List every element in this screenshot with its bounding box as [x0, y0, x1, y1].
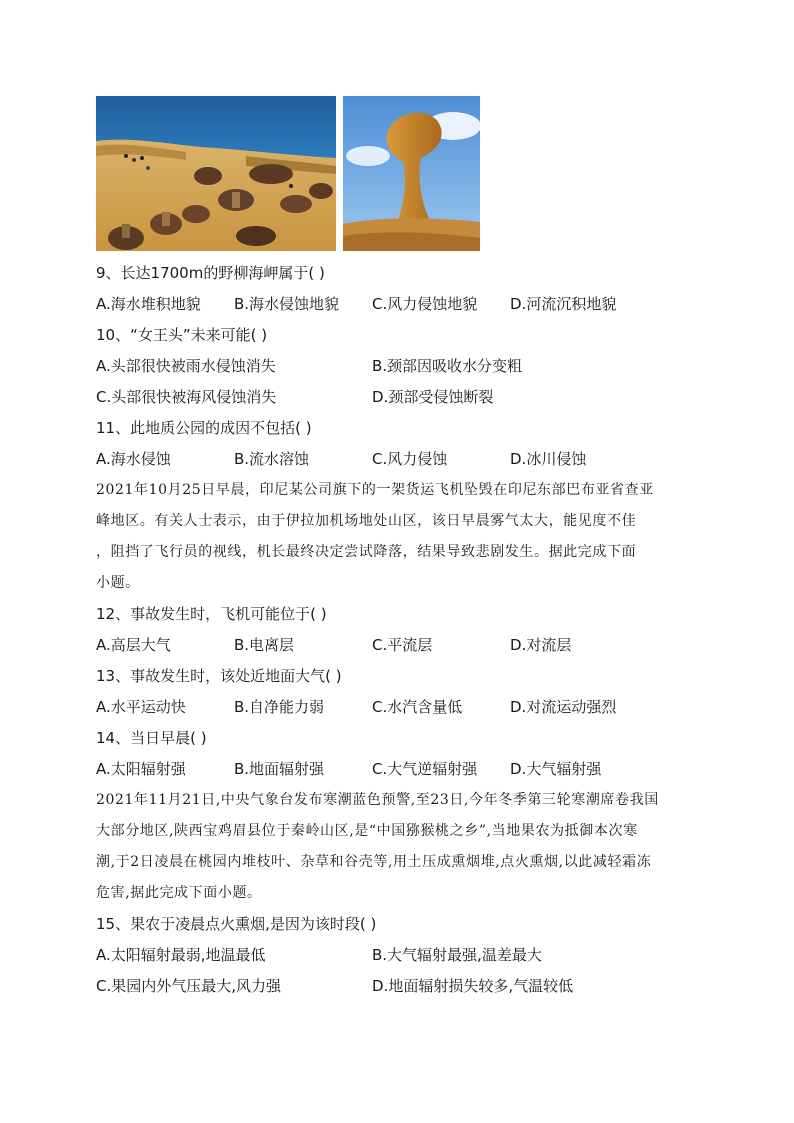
passage-2-line-4: 危害,据此完成下面小题。 — [96, 885, 262, 901]
question-10-option-c[interactable]: C.头部很快被海风侵蚀消失 — [96, 388, 277, 406]
question-14-option-c[interactable]: C.大气逆辐射强 — [372, 760, 478, 778]
photo-row — [96, 96, 706, 252]
question-14-option-d[interactable]: D.大气辐射强 — [510, 760, 602, 778]
question-15-option-a[interactable]: A.太阳辐射最弱,地温最低 — [96, 946, 266, 964]
question-15-options-row2 — [96, 976, 706, 996]
question-12-option-b[interactable]: B.电离层 — [234, 636, 295, 654]
exam-page — [96, 96, 706, 995]
question-13-option-a[interactable]: A.水平运动快 — [96, 698, 186, 716]
question-13-option-c[interactable]: C.水汽含量低 — [372, 698, 463, 716]
coastal-mushroom-rocks-photo — [96, 96, 336, 251]
question-9-stem: 9、长达1700m的野柳海岬属于( ) — [96, 264, 325, 282]
question-11-option-d[interactable]: D.冰川侵蚀 — [510, 450, 587, 468]
passage-1-line-4: 小题。 — [96, 575, 140, 591]
queens-head-photo-icon — [343, 96, 480, 251]
question-12-stem: 12、事故发生时，飞机可能位于( ) — [96, 605, 327, 623]
question-12-option-d[interactable]: D.对流层 — [510, 636, 572, 654]
question-10-stem: 10、“女王头”未来可能( ) — [96, 326, 268, 344]
question-15-option-d[interactable]: D.地面辐射损失较多,气温较低 — [372, 977, 574, 995]
passage-1-line-3: ，阻挡了飞行员的视线，机长最终决定尝试降落，结果导致悲剧发生。据此完成下面 — [96, 544, 637, 560]
question-10-options-row1 — [96, 356, 706, 376]
question-15-stem: 15、果农于凌晨点火熏烟,是因为该时段( ) — [96, 915, 377, 933]
question-13-options — [96, 697, 706, 717]
passage-2-line-3: 潮,于2日凌晨在桃园内堆枝叶、杂草和谷壳等,用土压成熏烟堆,点火熏烟,以此减轻霜冻 — [96, 854, 652, 870]
question-14-stem: 14、当日早晨( ) — [96, 729, 207, 747]
question-12-option-c[interactable]: C.平流层 — [372, 636, 433, 654]
coastal-photo-icon — [96, 96, 336, 251]
question-12-options — [96, 635, 706, 655]
question-13-option-b[interactable]: B.自净能力弱 — [234, 698, 325, 716]
question-10-options-row2 — [96, 387, 706, 407]
question-15-option-b[interactable]: B.大气辐射最强,温差最大 — [372, 946, 542, 964]
passage-cold-wave — [96, 785, 702, 909]
question-9-option-d[interactable]: D.河流沉积地貌 — [510, 295, 617, 313]
passage-2-line-1: 2021年11月21日,中央气象台发布寒潮蓝色预警,至23日,今年冬季第三轮寒潮席卷我国 — [96, 792, 659, 808]
passage-1-line-2: 峰地区。有关人士表示，由于伊拉加机场地处山区，该日早晨雾气太大，能见度不佳 — [96, 513, 637, 529]
question-11-option-c[interactable]: C.风力侵蚀 — [372, 450, 448, 468]
question-12-option-a[interactable]: A.高层大气 — [96, 636, 171, 654]
passage-plane-crash — [96, 475, 702, 599]
question-15-option-c[interactable]: C.果园内外气压最大,风力强 — [96, 977, 282, 995]
question-13-stem: 13、事故发生时，该处近地面大气( ) — [96, 667, 342, 685]
question-9-option-a[interactable]: A.海水堆积地貌 — [96, 295, 201, 313]
question-14-options — [96, 759, 706, 779]
question-10-option-b[interactable]: B.颈部因吸收水分变粗 — [372, 357, 523, 375]
question-11-options — [96, 449, 706, 469]
question-9-option-b[interactable]: B.海水侵蚀地貌 — [234, 295, 340, 313]
question-14-option-a[interactable]: A.太阳辐射强 — [96, 760, 186, 778]
passage-2-line-2: 大部分地区,陕西宝鸡眉县位于秦岭山区,是“中国猕猴桃之乡”,当地果农为抵御本次寒 — [96, 823, 638, 839]
passage-1-line-1: 2021年10月25日早晨，印尼某公司旗下的一架货运飞机坠毁在印尼东部巴布亚省查亚 — [96, 482, 654, 498]
question-15-options-row1 — [96, 945, 706, 965]
question-11-stem: 11、此地质公园的成因不包括( ) — [96, 419, 312, 437]
question-10-option-d[interactable]: D.颈部受侵蚀断裂 — [372, 388, 494, 406]
question-11-option-a[interactable]: A.海水侵蚀 — [96, 450, 171, 468]
question-10-option-a[interactable]: A.头部很快被雨水侵蚀消失 — [96, 357, 276, 375]
question-11-option-b[interactable]: B.流水溶蚀 — [234, 450, 310, 468]
question-9-options — [96, 294, 706, 314]
question-13-option-d[interactable]: D.对流运动强烈 — [510, 698, 617, 716]
question-9-option-c[interactable]: C.风力侵蚀地貌 — [372, 295, 478, 313]
question-14-option-b[interactable]: B.地面辐射强 — [234, 760, 325, 778]
queens-head-rock-photo — [343, 96, 480, 251]
